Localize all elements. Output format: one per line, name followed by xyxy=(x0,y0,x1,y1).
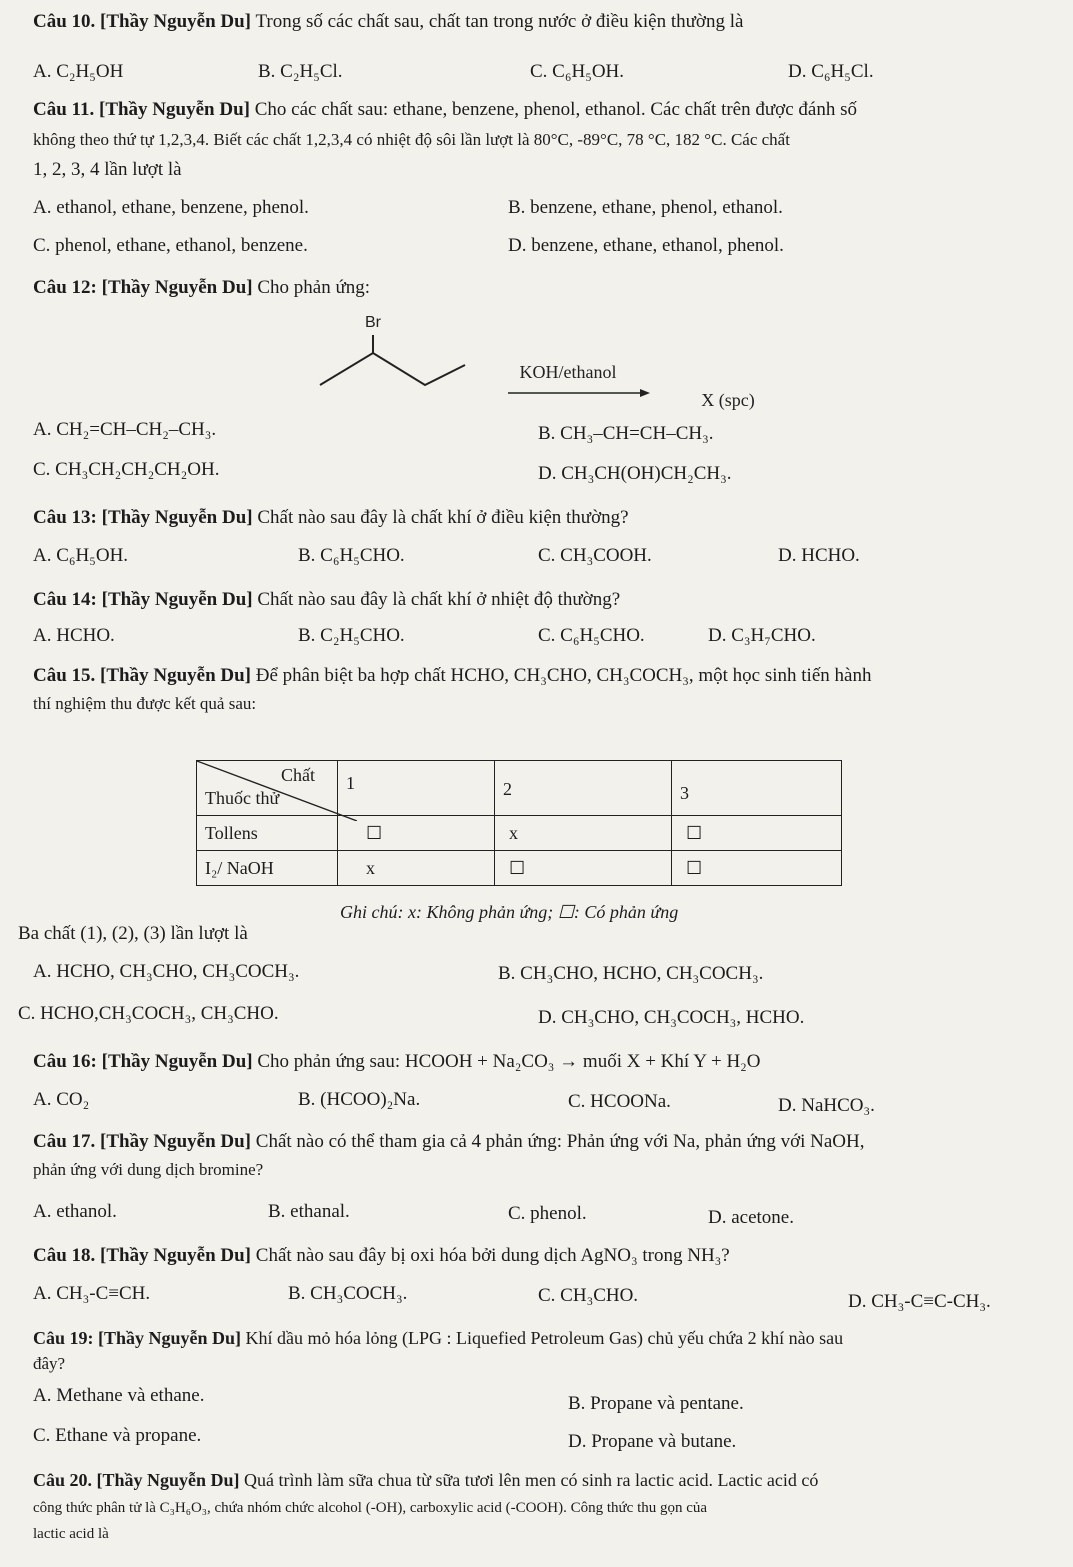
corner-bottom-label: Thuốc thử xyxy=(205,788,280,808)
table-cell: ☐ xyxy=(672,851,842,886)
q20-text-1: Quá trình làm sữa chua từ sữa tươi lên men có sinh ra lactic acid. Lactic acid có xyxy=(244,1470,819,1490)
q17-option-b[interactable]: B. ethanal. xyxy=(268,1201,350,1222)
q12-heading: Câu 12: [Thầy Nguyễn Du] xyxy=(33,277,253,298)
q12-option-b[interactable]: B. CH₃–CH=CH–CH₃. xyxy=(538,423,714,444)
q10-stem xyxy=(33,10,743,34)
q15-text-3: Ba chất (1), (2), (3) lần lượt là xyxy=(18,923,248,944)
q10-option-c[interactable]: C. C₆H₅OH. xyxy=(530,61,625,82)
q13-option-c[interactable]: C. CH₃COOH. xyxy=(538,545,652,566)
corner-top-label: Chất xyxy=(281,765,315,785)
q12-option-c[interactable]: C. CH₃CH₂CH₂CH₂OH. xyxy=(33,459,220,480)
carbon-skeleton xyxy=(320,353,465,385)
q15-heading: Câu 15. [Thầy Nguyễn Du] xyxy=(33,665,252,686)
q11-option-a[interactable]: A. ethanol, ethane, benzene, phenol. xyxy=(33,197,309,218)
q19-heading: Câu 19: [Thầy Nguyễn Du] xyxy=(33,1328,242,1348)
q14-text: Chất nào sau đây là chất khí ở nhiệt độ thường? xyxy=(257,589,621,610)
reagent-label: KOH/ethanol xyxy=(519,362,617,382)
q18-option-b[interactable]: B. CH₃COCH₃. xyxy=(288,1283,408,1304)
q14-heading: Câu 14: [Thầy Nguyễn Du] xyxy=(33,589,253,610)
q20-text-2: công thức phân tử là C₃H₆O₃, chứa nhóm chức alcohol (-OH), carboxylic acid (-COOH). Công thức thu gọn của xyxy=(33,1500,708,1516)
q13-stem xyxy=(33,506,629,530)
q19-option-c[interactable]: C. Ethane và propane. xyxy=(33,1425,202,1446)
result-table xyxy=(196,760,842,886)
q17-option-a[interactable]: A. ethanol. xyxy=(33,1201,117,1222)
q17-text-2: phản ứng với dung dịch bromine? xyxy=(33,1160,264,1179)
q18-option-c[interactable]: C. CH₃CHO. xyxy=(538,1285,639,1306)
q13-option-b[interactable]: B. C₆H₅CHO. xyxy=(298,545,405,566)
q16-heading: Câu 16: [Thầy Nguyễn Du] xyxy=(33,1051,253,1072)
table-cell: x xyxy=(495,816,672,851)
q14-option-a[interactable]: A. HCHO. xyxy=(33,625,115,646)
q17-heading: Câu 17. [Thầy Nguyễn Du] xyxy=(33,1131,252,1152)
q16-stem xyxy=(33,1050,761,1074)
q11-heading: Câu 11. [Thầy Nguyễn Du] xyxy=(33,99,250,120)
q16-option-c[interactable]: C. HCOONa. xyxy=(568,1091,671,1112)
q20-text-3: lactic acid là xyxy=(33,1526,109,1542)
q12-stem xyxy=(33,276,370,300)
col-header: 3 xyxy=(672,761,842,816)
q14-option-c[interactable]: C. C₆H₅CHO. xyxy=(538,625,645,646)
table-cell: ☐ xyxy=(338,816,495,851)
q18-text: Chất nào sau đây bị oxi hóa bởi dung dịch AgNO₃ trong NH₃? xyxy=(255,1245,730,1266)
q15-option-a[interactable]: A. HCHO, CH₃CHO, CH₃COCH₃. xyxy=(33,961,300,982)
q17-text-1: Chất nào có thể tham gia cả 4 phản ứng: Phản ứng với Na, phản ứng với NaOH, xyxy=(255,1131,865,1152)
q19-stem xyxy=(33,1326,843,1350)
table-header-row xyxy=(197,761,842,816)
bromine-label: Br xyxy=(365,314,381,331)
table-cell: ☐ xyxy=(672,816,842,851)
q11-text-2: không theo thứ tự 1,2,3,4. Biết các chất 1,2,3,4 có nhiệt độ sôi lần lượt là 80°C, -89°C, 78 °C, 182 °C. Các chất xyxy=(33,130,790,149)
q11-option-d[interactable]: D. benzene, ethane, ethanol, phenol. xyxy=(508,235,784,256)
q19-text-2: đây? xyxy=(33,1354,66,1373)
q11-stem xyxy=(33,98,857,122)
q19-text-1: Khí dầu mỏ hóa lỏng (LPG : Liquefied Petroleum Gas) chủ yếu chứa 2 khí nào sau xyxy=(245,1328,844,1348)
q13-option-a[interactable]: A. C₆H₅OH. xyxy=(33,545,129,566)
q12-option-d[interactable]: D. CH₃CH(OH)CH₂CH₃. xyxy=(538,463,732,484)
table-note: Ghi chú: x: Không phản ứng; ☐: Có phản ứng xyxy=(340,902,679,922)
col-header: 2 xyxy=(495,761,672,816)
q19-option-a[interactable]: A. Methane và ethane. xyxy=(33,1385,205,1406)
q15-stem xyxy=(33,664,871,688)
row-label: Tollens xyxy=(197,816,338,851)
corner-cell xyxy=(197,761,338,816)
q20-stem xyxy=(33,1468,818,1492)
q16-option-b[interactable]: B. (HCOO)₂Na. xyxy=(298,1089,421,1110)
q15-option-d[interactable]: D. CH₃CHO, CH₃COCH₃, HCHO. xyxy=(538,1007,805,1028)
q11-option-b[interactable]: B. benzene, ethane, phenol, ethanol. xyxy=(508,197,783,218)
q17-option-d[interactable]: D. acetone. xyxy=(708,1207,794,1228)
q14-stem xyxy=(33,588,620,612)
q10-option-b[interactable]: B. C₂H₅Cl. xyxy=(258,61,343,82)
q18-stem xyxy=(33,1244,730,1268)
reaction-scheme xyxy=(300,305,780,415)
q18-option-a[interactable]: A. CH₃-C≡CH. xyxy=(33,1283,151,1304)
product-label: X (spc) xyxy=(701,390,755,410)
q12-option-a[interactable]: A. CH₂=CH–CH₂–CH₃. xyxy=(33,419,217,440)
table-cell: ☐ xyxy=(495,851,672,886)
q14-option-d[interactable]: D. C₃H₇CHO. xyxy=(708,625,816,646)
q14-option-b[interactable]: B. C₂H₅CHO. xyxy=(298,625,405,646)
q10-text: Trong số các chất sau, chất tan trong nước ở điều kiện thường là xyxy=(255,11,744,32)
q13-text: Chất nào sau đây là chất khí ở điều kiện thường? xyxy=(257,507,629,528)
q17-stem xyxy=(33,1130,865,1154)
q11-option-c[interactable]: C. phenol, ethane, ethanol, benzene. xyxy=(33,235,308,256)
q18-heading: Câu 18. [Thầy Nguyễn Du] xyxy=(33,1245,252,1266)
q10-option-a[interactable]: A. C₂H₅OH xyxy=(33,61,124,82)
q18-option-d[interactable]: D. CH₃-C≡C-CH₃. xyxy=(848,1291,991,1312)
q12-text: Cho phản ứng: xyxy=(257,277,371,298)
row-label: I₂/ NaOH xyxy=(197,851,338,886)
q15-option-b[interactable]: B. CH₃CHO, HCHO, CH₃COCH₃. xyxy=(498,963,764,984)
table-row xyxy=(197,851,842,886)
q10-heading: Câu 10. [Thầy Nguyễn Du] xyxy=(33,11,252,32)
q11-text-1: Cho các chất sau: ethane, benzene, phenol, ethanol. Các chất trên được đánh số xyxy=(254,99,857,120)
q11-text-3: 1, 2, 3, 4 lần lượt là xyxy=(33,159,182,180)
q16-text: Cho phản ứng sau: HCOOH + Na₂CO₃ → muối X + Khí Y + H₂O xyxy=(257,1051,761,1072)
q17-option-c[interactable]: C. phenol. xyxy=(508,1203,587,1224)
q16-option-d[interactable]: D. NaHCO₃. xyxy=(778,1095,875,1116)
q10-option-d[interactable]: D. C₆H₅Cl. xyxy=(788,61,874,82)
q15-text-2: thí nghiệm thu được kết quả sau: xyxy=(33,694,257,713)
q15-option-c[interactable]: C. HCHO,CH₃COCH₃, CH₃CHO. xyxy=(18,1003,279,1024)
q19-option-b[interactable]: B. Propane và pentane. xyxy=(568,1393,744,1414)
q13-heading: Câu 13: [Thầy Nguyễn Du] xyxy=(33,507,253,528)
col-header: 1 xyxy=(338,761,495,816)
q20-heading: Câu 20. [Thầy Nguyễn Du] xyxy=(33,1470,240,1490)
q15-text-1: Để phân biệt ba hợp chất HCHO, CH₃CHO, CH₃COCH₃, một học sinh tiến hành xyxy=(255,665,872,686)
table-cell: x xyxy=(338,851,495,886)
q19-option-d[interactable]: D. Propane và butane. xyxy=(568,1431,737,1452)
q16-option-a[interactable]: A. CO₂ xyxy=(33,1089,90,1110)
q13-option-d[interactable]: D. HCHO. xyxy=(778,545,860,566)
arrow-head-icon xyxy=(640,389,650,397)
